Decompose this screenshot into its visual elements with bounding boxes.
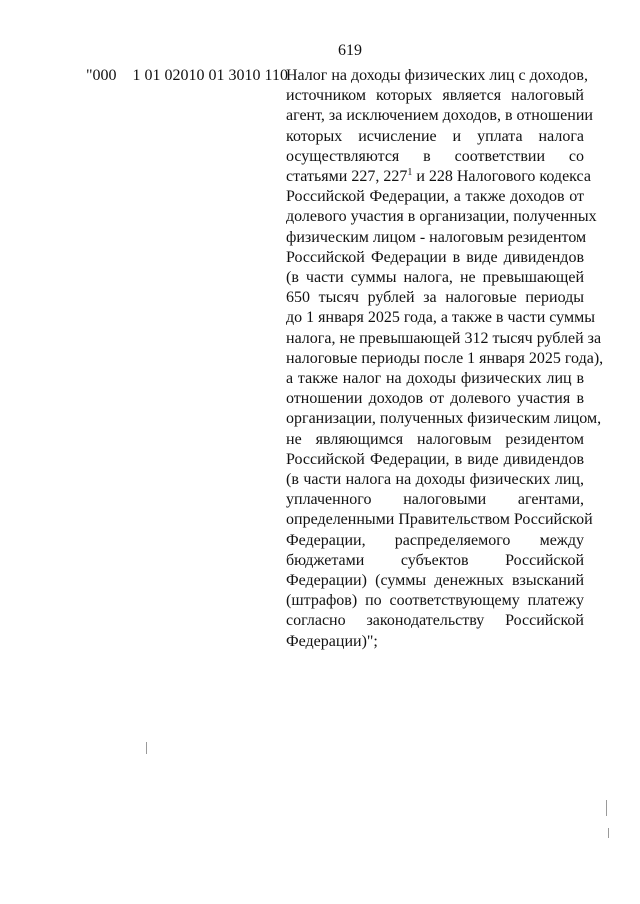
description-line: отношении доходов от долевого участия в: [286, 390, 584, 408]
description-line: налога, не превышающей 312 тысяч рублей за: [286, 329, 602, 347]
kbk-code: 1 01 02010 01 3010 110: [132, 67, 288, 84]
description-line: долевого участия в организации, полученных: [286, 208, 597, 226]
income-description: [286, 66, 604, 652]
description-line: а также налог на доходы физических лиц в: [286, 370, 584, 388]
description-line: (штрафов) по соответствующему платежу: [286, 592, 584, 610]
article-reference-tail: и 228 Налогового кодекса: [412, 168, 591, 186]
scan-speck: [608, 828, 609, 838]
description-line: налоговые периоды после 1 января 2025 года),: [286, 349, 604, 367]
description-line-with-superscript: [286, 167, 591, 187]
description-line: определенными Правительством Российской: [286, 511, 593, 529]
description-line: бюджетами субъектов Российской: [286, 551, 584, 569]
scan-speck: [146, 742, 147, 754]
description-line: Российской Федерации, в виде дивидендов: [286, 450, 584, 468]
description-line: Российской Федерации, а также доходов от: [286, 188, 584, 206]
description-line: не являющимся налоговым резидентом: [286, 430, 584, 448]
scan-speck: [606, 800, 607, 816]
description-line: (в части суммы налога, не превышающей: [286, 269, 584, 287]
description-line: агент, за исключением доходов, в отношении: [286, 107, 593, 125]
description-line: Российской Федерации в виде дивидендов: [286, 248, 584, 266]
description-line: Федерации) (суммы денежных взысканий: [286, 572, 584, 590]
description-line: организации, полученных физическим лицом,: [286, 410, 602, 428]
description-line: которых исчисление и уплата налога: [286, 127, 584, 145]
page-number: 619: [338, 42, 362, 59]
article-reference: статьями 227, 227: [286, 168, 408, 186]
article-superscript: 1: [407, 167, 413, 179]
description-line: Федерации)";: [286, 632, 378, 650]
code-prefix: "000: [86, 67, 117, 84]
description-line: 650 тысяч рублей за налоговые периоды: [286, 289, 584, 307]
description-line: физическим лицом - налоговым резидентом: [286, 228, 587, 246]
description-line: согласно законодательству Российской: [286, 612, 584, 630]
budget-classification-code: [86, 66, 286, 86]
description-line: Федерации, распределяемого между: [286, 531, 584, 549]
description-line: осуществляются в соответствии со: [286, 147, 584, 165]
description-line: (в части налога на доходы физических лиц,: [286, 471, 584, 489]
description-line: источником которых является налоговый: [286, 87, 584, 105]
description-line: уплаченного налоговыми агентами,: [286, 491, 584, 509]
description-line: Налог на доходы физических лиц с доходов,: [286, 67, 588, 84]
description-line: до 1 января 2025 года, а также в части суммы: [286, 309, 595, 327]
